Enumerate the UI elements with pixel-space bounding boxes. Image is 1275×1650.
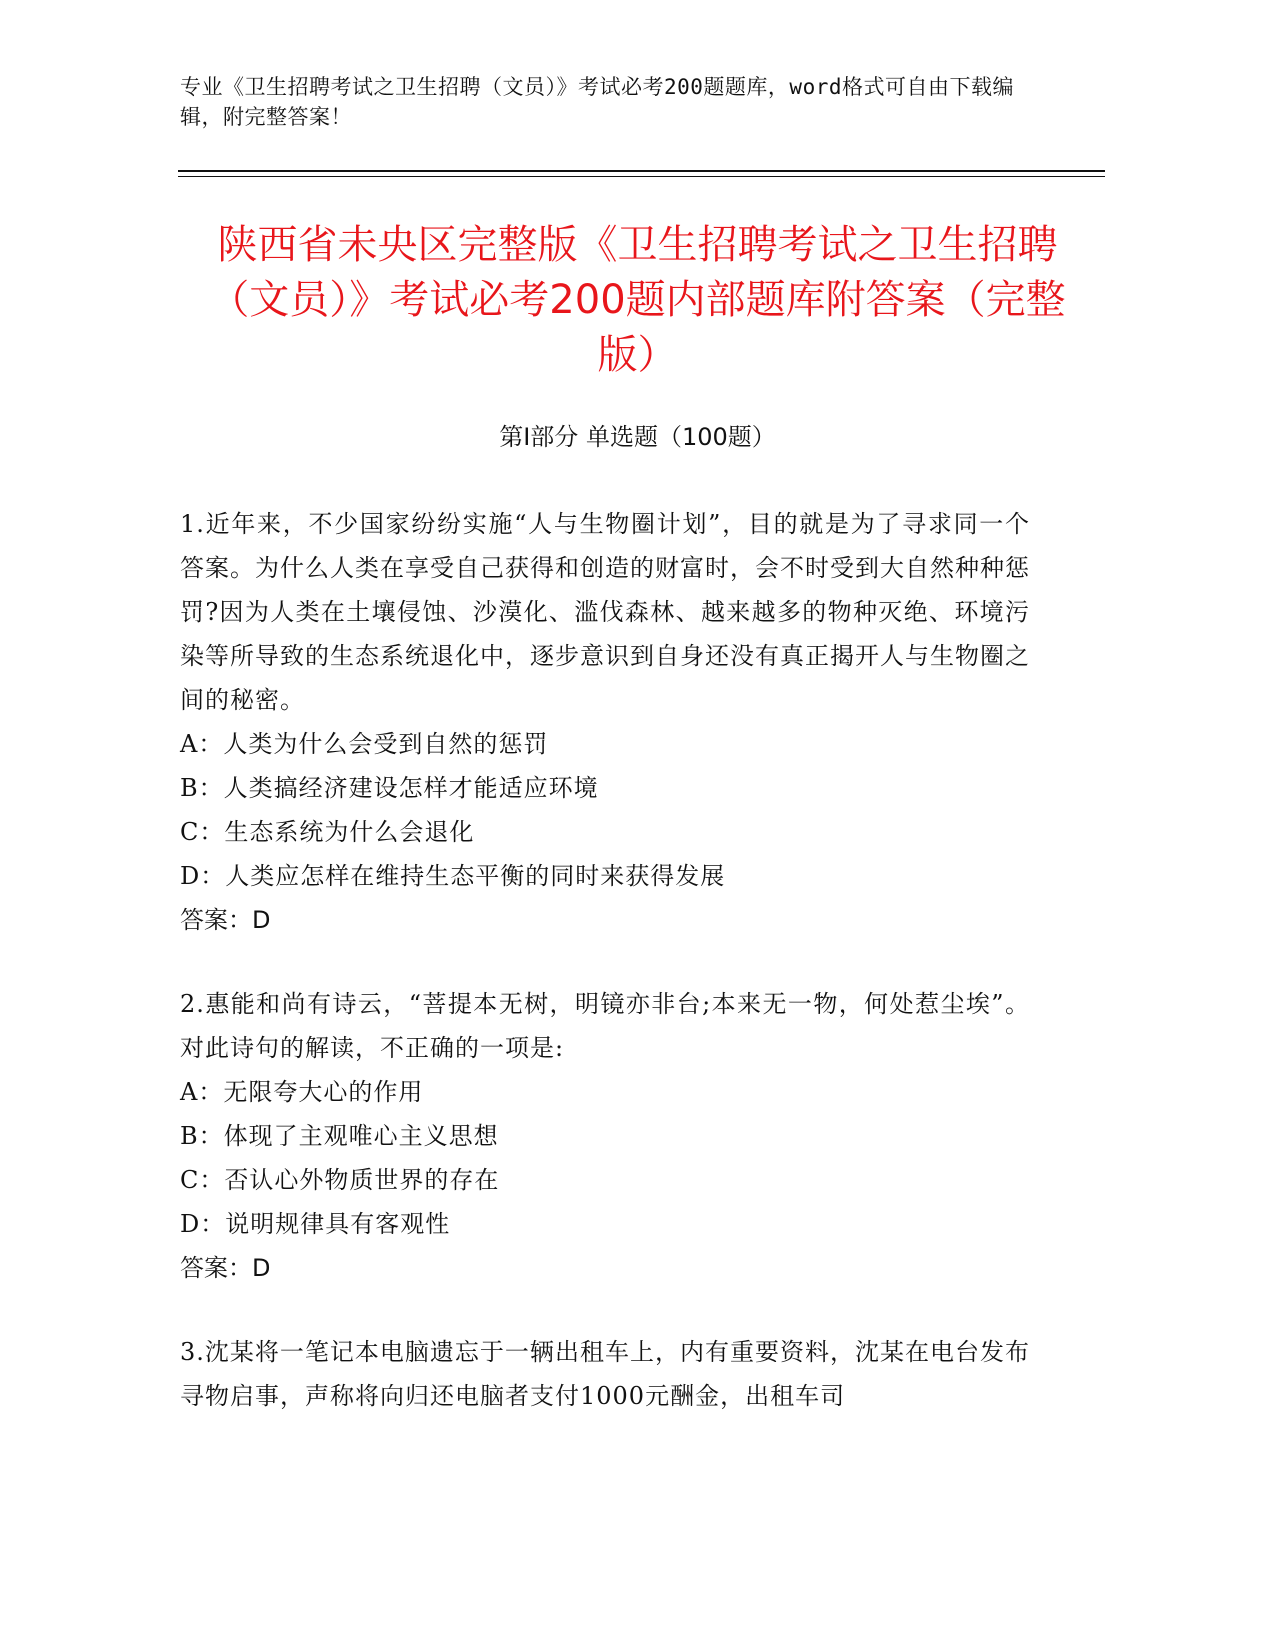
question-3 <box>180 1330 1030 1418</box>
option-a: A：人类为什么会受到自然的惩罚 <box>180 730 549 758</box>
document-title: 陕西省未央区完整版《卫生招聘考试之卫生招聘（文员）》考试必考200题内部题库附答案（完整版） <box>209 222 1066 378</box>
option-b: B：体现了主观唯心主义思想 <box>180 1122 499 1150</box>
option-a: A：无限夸大心的作用 <box>180 1078 424 1106</box>
question-stem: 1.近年来，不少国家纷纷实施“人与生物圈计划”，目的就是为了寻求同一个答案。为什么人类在享受自己获得和创造的财富时，会不时受到大自然种种惩罚?因为人类在土壤侵蚀、沙漠化、滥伐森林、越来越多的物种灭绝、环境污染等所导致的生态系统退化中，逐步意识到自身还没有真正揭开人与生物圈之间的秘密。 <box>180 510 1030 714</box>
option-c: C：生态系统为什么会退化 <box>180 818 475 846</box>
header-note: 专业《卫生招聘考试之卫生招聘（文员）》考试必考200题题库，word格式可自由下载编辑，附完整答案！ <box>180 75 1014 129</box>
question-stem: 3.沈某将一笔记本电脑遗忘于一辆出租车上，内有重要资料，沈某在电台发布寻物启事，声称将向归还电脑者支付1000元酬金，出租车司 <box>180 1338 1030 1410</box>
answer: 答案：D <box>180 906 271 934</box>
option-d: D：人类应怎样在维持生态平衡的同时来获得发展 <box>180 862 726 890</box>
header-divider-thick <box>178 170 1105 172</box>
option-d: D：说明规律具有客观性 <box>180 1210 451 1238</box>
answer: 答案：D <box>180 1254 271 1282</box>
question-1 <box>180 502 1030 942</box>
section-heading: 第Ⅰ部分 单选题（100题） <box>499 423 776 451</box>
option-b: B：人类搞经济建设怎样才能适应环境 <box>180 774 599 802</box>
option-c: C：否认心外物质世界的存在 <box>180 1166 500 1194</box>
question-stem: 2.惠能和尚有诗云，“菩提本无树，明镜亦非台;本来无一物，何处惹尘埃”。对此诗句的解读，不正确的一项是: <box>180 990 1030 1062</box>
question-2 <box>180 982 1030 1290</box>
header-divider-thin <box>178 176 1105 177</box>
